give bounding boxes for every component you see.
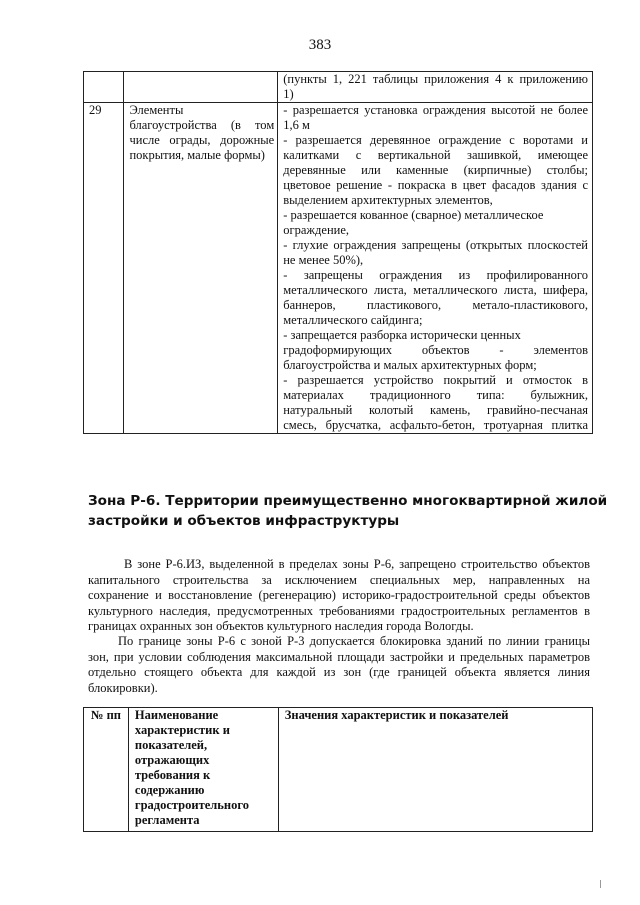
paragraph-line: капитального строительства за исключением специальных мер, направленных на: [88, 572, 590, 587]
number-header-label: № пп: [90, 708, 121, 722]
name-header-line: содержанию: [134, 783, 205, 797]
requirement-line: цветовое решение - покраска в цвет фасадов здания с: [283, 178, 588, 192]
requirement-line: (пункты 1, 221 таблицы приложения 4 к приложению: [283, 72, 588, 86]
paragraph-line: блокировки).: [88, 680, 158, 695]
requirement-line: ограждение,: [283, 223, 350, 237]
name-header-label: [129, 708, 278, 828]
requirement-line: - разрешается кованное (сварное) металлическое: [283, 208, 544, 222]
row-number-cell: [84, 103, 124, 434]
name-line: благоустройства (в том: [129, 118, 275, 132]
requirement-line: материалах традиционного типа: булыжник,: [283, 388, 588, 402]
paragraph-line: сохранение и восстановление (регенерацию) историко-градостроительной среды объектов: [88, 588, 590, 602]
name-header-line: характеристик и: [134, 723, 230, 737]
regulations-table-top: [83, 71, 593, 434]
requirement-line: натуральный колотый камень, гравийно-песчаная: [283, 403, 588, 417]
paragraph-line: отдельно стоящего объекта для каждой из зон (где границей объекта является линия: [88, 665, 590, 679]
characteristic-name-text: [124, 103, 277, 163]
name-header-line: градостроительного: [134, 798, 249, 812]
requirement-line: калитками с вертикальной зашивкой, имеющее: [283, 148, 588, 162]
table-header-row: [84, 708, 593, 832]
row-number: 29: [89, 103, 102, 117]
value-header-label: Значения характеристик и показателей: [284, 708, 509, 722]
requirements-text: [278, 72, 592, 102]
number-header-cell: [84, 708, 129, 832]
requirement-line: градоформирующих объектов - элементов: [283, 343, 588, 357]
paragraph-line: культурного наследия, предусмотренных требованиями градостроительных регламентов в: [88, 603, 590, 618]
paragraph: [88, 557, 590, 635]
name-header-line: требования к: [134, 768, 211, 782]
requirement-line: - разрешается установка ограждения высотой не более: [283, 103, 588, 117]
requirement-line: - глухие ограждения запрещены (открытых плоскостей: [283, 238, 588, 252]
requirement-line: металлического сайдинга;: [283, 313, 423, 327]
row-number-cell: [84, 72, 124, 103]
table-row: [84, 72, 593, 103]
requirement-line: не менее 50%),: [283, 253, 364, 267]
name-header-cell: [128, 708, 278, 832]
regulations-table-header: [83, 707, 593, 832]
requirements-cell: [278, 72, 593, 103]
requirements-text: [278, 103, 592, 433]
paragraph-line: границах охранных зон объектов культурного наследия города Вологды.: [88, 619, 474, 633]
requirement-line: - запрещается разборка исторически ценных: [283, 328, 521, 342]
paragraph-line: зон, при условии соблюдения максимальной площади застройки и предельных параметров: [88, 649, 590, 664]
name-line: числе ограды, дорожные: [129, 133, 275, 147]
requirement-line: 1): [283, 87, 294, 101]
paragraph-line: В зоне Р-6.ИЗ, выделенной в пределах зоны Р-6, запрещено строительство объектов: [124, 557, 590, 571]
requirement-line: выделением архитектурных элементов,: [283, 193, 493, 207]
paragraph-line: По границе зоны Р-6 с зоной Р-3 допускается блокировка зданий по линии границы: [118, 634, 590, 648]
heading-line: застройки и объектов инфраструктуры: [88, 513, 400, 529]
characteristic-name-cell: [124, 103, 278, 434]
name-line: Элементы: [129, 103, 184, 117]
name-line: покрытия, малые формы): [129, 148, 265, 162]
requirement-line: 1,6 м: [283, 118, 310, 132]
name-header-line: показателей,: [134, 738, 208, 752]
name-header-line: регламента: [134, 813, 200, 827]
zone-heading: [88, 491, 608, 531]
paragraph: [88, 634, 590, 696]
value-header-cell: [278, 708, 592, 832]
heading-line: Зона Р-6. Территории преимущественно многоквартирной жилой: [88, 493, 608, 509]
requirement-line: деревянные или каменные (кирпичные) столбы;: [283, 163, 588, 177]
requirement-line: благоустройства и малых архитектурных форм;: [283, 358, 537, 372]
requirement-line: смесь, брусчатка, асфальто-бетон, тротуарная плитка: [283, 418, 588, 432]
requirement-line: - разрешается деревянное ограждение с воротами и: [283, 133, 588, 147]
requirement-line: баннеров, пластикового, метало-пластикового,: [283, 298, 588, 312]
requirement-line: металлического листа, металлического листа, шифера,: [283, 283, 588, 297]
requirements-cell: [278, 103, 593, 434]
requirement-line: - разрешается устройство покрытий и отмосток в: [283, 373, 588, 387]
scan-mark: [600, 880, 601, 888]
name-header-line: Наименование: [134, 708, 219, 722]
name-header-line: отражающих: [134, 753, 210, 767]
requirement-line: - запрещены ограждения из профилированного: [283, 268, 588, 282]
page-number: 383: [308, 37, 332, 53]
table-row: [84, 103, 593, 434]
characteristic-name-cell: [124, 72, 278, 103]
